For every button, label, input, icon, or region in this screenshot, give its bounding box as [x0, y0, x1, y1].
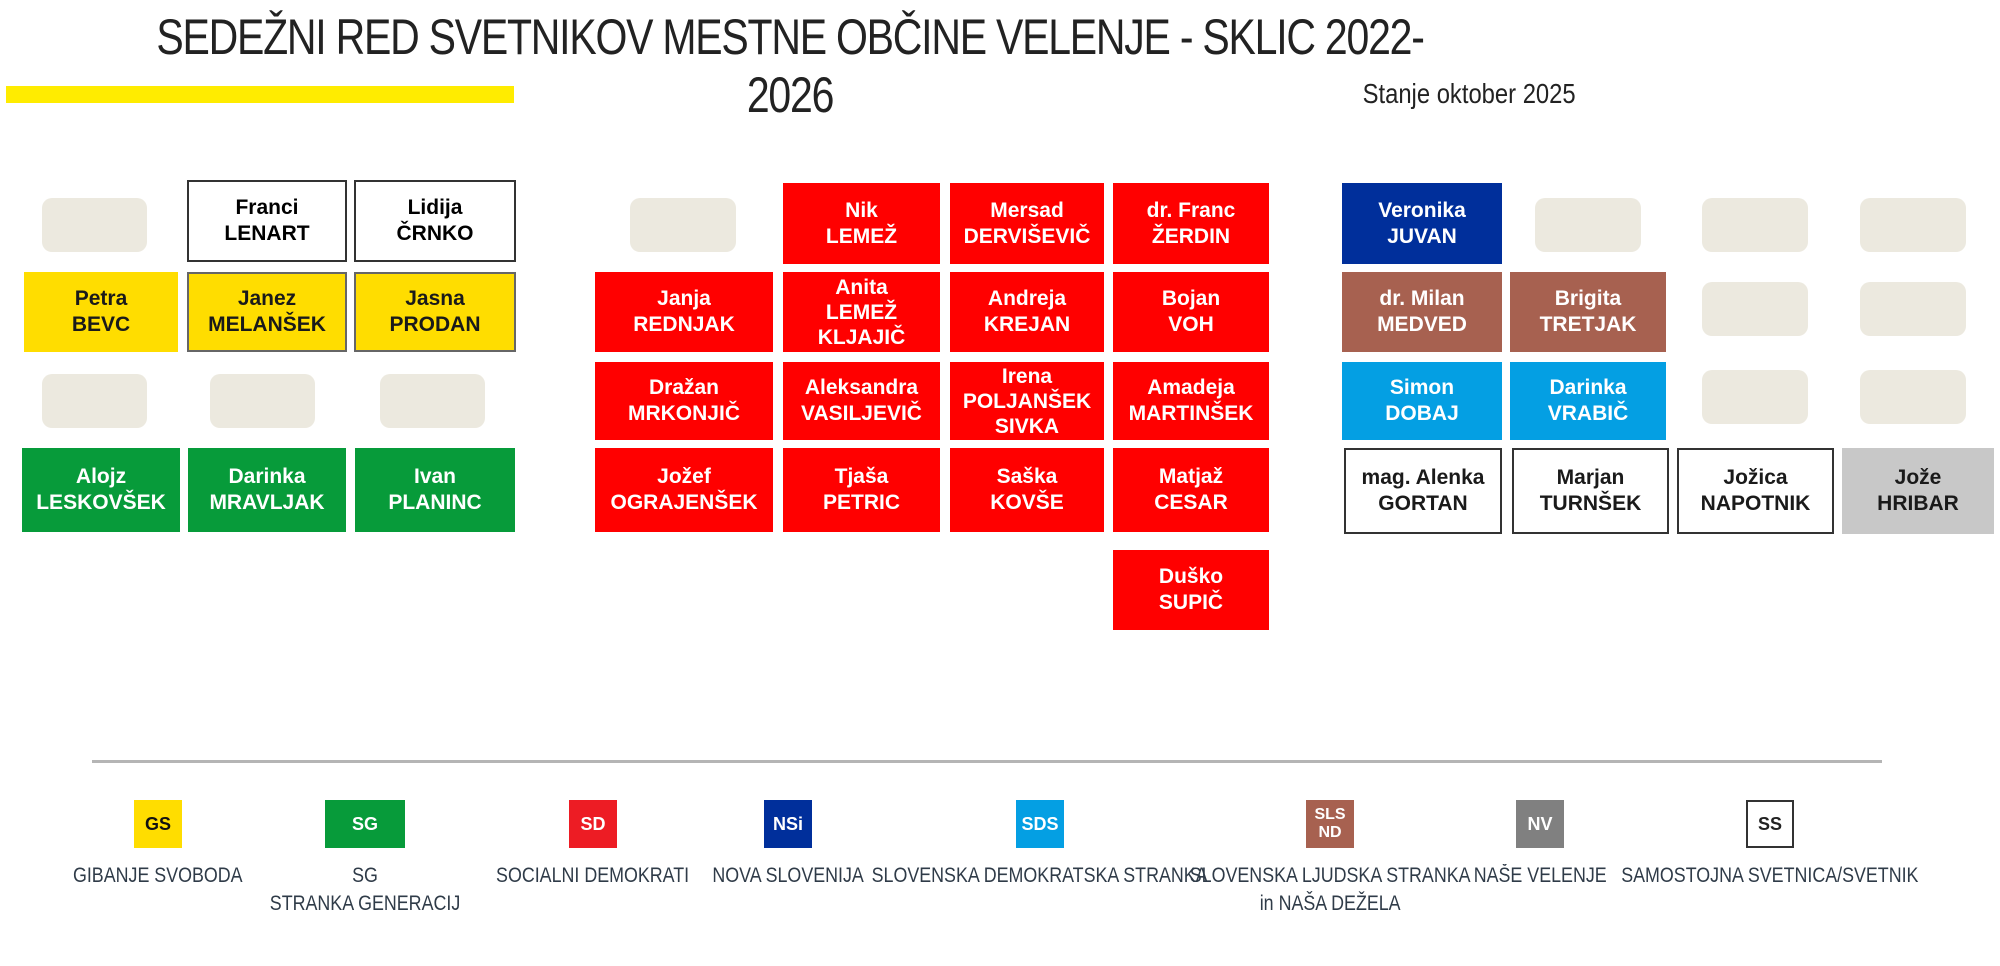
seat-last-name: BEVC — [71, 313, 131, 336]
seat-last-name: MARTINŠEK — [1128, 402, 1254, 425]
sg-badge: SG — [325, 800, 405, 848]
seat-last-name: VOH — [1168, 313, 1214, 336]
seat-last-name: POLJANŠEK — [962, 389, 1092, 413]
seat-last-name: KLJAJIČ — [817, 325, 906, 349]
legend-label: GIBANJE SVOBODA — [73, 864, 243, 887]
legend-item-nv — [1440, 800, 1640, 890]
seat-last-name: TRETJAK — [1539, 313, 1637, 336]
seat-last-name: JUVAN — [1387, 224, 1457, 248]
seat-last-name: LESKOVŠEK — [36, 491, 166, 514]
seat-first-name: Dražan — [648, 376, 720, 399]
empty-seat — [42, 374, 147, 428]
seat-vrabic — [1510, 362, 1666, 440]
seat-sivka — [950, 362, 1104, 440]
seat-last-name: HRIBAR — [1877, 492, 1959, 515]
seat-dobaj — [1342, 362, 1502, 440]
seat-last-name: VASILJEVIČ — [801, 402, 922, 425]
seat-first-name: Anita — [835, 275, 888, 299]
page-title: SEDEŽNI RED SVETNIKOV MESTNE OBČINE VELENJE - SKLIC 2022-2026 — [156, 9, 1424, 123]
empty-seat — [210, 374, 315, 428]
seat-cesar — [1113, 448, 1269, 532]
legend-item-sds — [872, 800, 1208, 890]
seat-first-name: Irena — [1001, 364, 1053, 388]
seat-last-name: VRABIČ — [1547, 402, 1629, 425]
seat-vasiljevic — [783, 362, 940, 440]
seat-first-name: Veronika — [1378, 198, 1466, 222]
seat-first-name: Janez — [237, 287, 297, 310]
seat-first-name: Jože — [1894, 466, 1942, 489]
seat-first-name: Nik — [845, 198, 878, 222]
seat-last-name: MRKONJIČ — [627, 402, 740, 425]
sds-badge: SDS — [1016, 800, 1064, 848]
seat-martinsek — [1113, 362, 1269, 440]
seat-last-name: OGRAJENŠEK — [610, 491, 758, 514]
seat-first-name: Ivan — [413, 465, 457, 488]
ss-badge: SS — [1746, 800, 1794, 848]
seat-first-name: Simon — [1389, 376, 1455, 399]
seat-lemez — [783, 183, 940, 264]
seat-last-name: CESAR — [1154, 491, 1228, 514]
seat-last-name: LENART — [224, 222, 310, 245]
seat-last-name: NAPOTNIK — [1700, 492, 1811, 515]
seat-petric — [783, 448, 940, 532]
seat-crnko — [354, 180, 516, 262]
seat-first-name: Saška — [996, 465, 1058, 488]
nsi-badge: NSi — [764, 800, 812, 848]
seat-last-name: SIVKA — [994, 414, 1060, 438]
seat-last-name: ŽERDIN — [1151, 224, 1231, 248]
seat-ograjensek — [595, 448, 773, 532]
seat-last-name: DOBAJ — [1385, 402, 1459, 425]
seat-rednjak — [595, 272, 773, 352]
seat-first-name: Aleksandra — [804, 376, 919, 399]
seat-last-name: ČRNKO — [396, 222, 474, 245]
seat-mrkonjic — [595, 362, 773, 440]
seat-kljajic — [783, 272, 940, 352]
legend-item-ss — [1620, 800, 1920, 890]
seat-lenart — [187, 180, 347, 262]
seat-first-name: Marjan — [1556, 466, 1625, 489]
empty-seat — [1860, 198, 1966, 252]
seat-melansek — [187, 272, 347, 352]
seat-last-name: PETRIC — [822, 491, 900, 514]
seat-last-name: TURNŠEK — [1539, 492, 1642, 515]
seat-first-name: Jožica — [1723, 466, 1788, 489]
seat-first-name: Alojz — [75, 465, 127, 488]
sls-nd-badge: SLS ND — [1306, 800, 1354, 848]
nv-badge: NV — [1516, 800, 1564, 848]
seat-dervisevic — [950, 183, 1104, 264]
legend-label: NAŠE VELENJE — [1473, 864, 1607, 887]
seat-first-name: Duško — [1158, 565, 1224, 588]
seat-last-name: PLANINC — [388, 491, 482, 514]
empty-seat — [1860, 370, 1966, 424]
seat-supic — [1113, 550, 1269, 630]
seat-leskovsek — [22, 448, 180, 532]
seat-turnsek — [1512, 448, 1669, 534]
legend-label: SOCIALNI DEMOKRATI — [496, 864, 690, 887]
seat-bevc — [24, 272, 178, 352]
seat-planinc — [355, 448, 515, 532]
seat-first-name: Brigita — [1554, 287, 1622, 310]
seat-zerdin — [1113, 183, 1269, 264]
legend-item-nsi — [688, 800, 888, 890]
seat-last-name: MRAVLJAK — [209, 491, 325, 514]
seat-voh — [1113, 272, 1269, 352]
legend-item-gs — [58, 800, 258, 890]
seat-first-name: Amadeja — [1147, 376, 1235, 399]
empty-seat — [42, 198, 147, 252]
seat-juvan — [1342, 183, 1502, 264]
seat-first-name: Andreja — [987, 287, 1067, 310]
status-date: Stanje oktober 2025 — [1362, 78, 1576, 109]
accent-bar — [6, 86, 514, 103]
empty-seat — [1702, 282, 1808, 336]
legend-label: SG STRANKA GENERACIJ — [269, 864, 461, 915]
seat-first-name: dr. Franc — [1146, 198, 1236, 222]
seat-first-name: Tjaša — [834, 465, 889, 488]
seat-first-name: dr. Milan — [1379, 287, 1465, 310]
legend-divider — [92, 760, 1882, 763]
gs-badge: GS — [134, 800, 182, 848]
seat-krejan — [950, 272, 1104, 352]
seat-first-name: Bojan — [1161, 287, 1221, 310]
seat-medved — [1342, 272, 1502, 352]
legend-label: NOVA SLOVENIJA — [712, 864, 864, 887]
seat-gortan — [1344, 448, 1502, 534]
seat-first-name: Jasna — [405, 287, 465, 310]
legend-label: SLOVENSKA DEMOKRATSKA STRANKA — [872, 864, 1208, 887]
legend-label: SAMOSTOJNA SVETNICA/SVETNIK — [1621, 864, 1919, 887]
empty-seat — [1860, 282, 1966, 336]
seat-last-name: KREJAN — [983, 313, 1071, 336]
seat-kovse — [950, 448, 1104, 532]
empty-seat — [1702, 370, 1808, 424]
seat-first-name: Mersad — [990, 198, 1064, 222]
seat-napotnik — [1677, 448, 1834, 534]
seat-first-name: Matjaž — [1158, 465, 1224, 488]
seat-first-name: Lidija — [407, 196, 463, 219]
legend-item-sd — [478, 800, 708, 890]
empty-seat — [1702, 198, 1808, 252]
seat-tretjak — [1510, 272, 1666, 352]
seat-last-name: REDNJAK — [633, 313, 735, 336]
seat-prodan — [354, 272, 516, 352]
legend-label: SLOVENSKA LJUDSKA STRANKA in NAŠA DEŽELA — [1189, 864, 1471, 915]
seat-last-name: MEDVED — [1377, 313, 1467, 336]
seat-last-name: LEMEŽ — [825, 224, 898, 248]
seat-last-name: PRODAN — [389, 313, 481, 336]
seat-last-name: SUPIČ — [1158, 591, 1224, 614]
empty-seat — [380, 374, 485, 428]
empty-seat — [1535, 198, 1641, 252]
seat-first-name: Franci — [235, 196, 299, 219]
seat-first-name: Petra — [74, 287, 128, 310]
seat-first-name: Darinka — [228, 465, 306, 488]
empty-seat — [630, 198, 736, 252]
seat-hribar — [1842, 448, 1994, 534]
seat-last-name: DERVIŠEVIČ — [963, 224, 1091, 248]
legend-item-sg — [250, 800, 480, 918]
sd-badge: SD — [569, 800, 617, 848]
seat-first-name: Jožef — [657, 465, 711, 488]
seat-first-name: mag. Alenka — [1361, 466, 1485, 489]
seat-first-name: Janja — [657, 287, 711, 310]
seat-last-name: LEMEŽ — [825, 300, 898, 324]
seat-last-name: GORTAN — [1378, 492, 1468, 515]
seat-last-name: KOVŠE — [990, 491, 1064, 514]
seat-mravljak — [188, 448, 346, 532]
seat-last-name: MELANŠEK — [208, 313, 326, 336]
seat-first-name: Darinka — [1549, 376, 1627, 399]
